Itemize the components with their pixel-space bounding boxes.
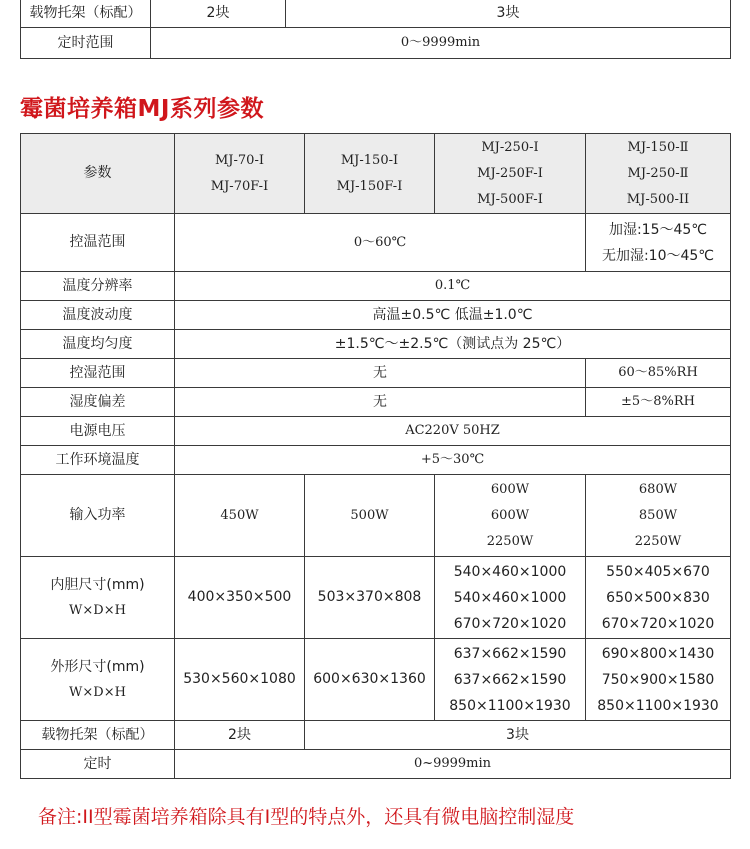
cell-line: 850×1100×1930 xyxy=(449,697,571,714)
row-label: 温度波动度 xyxy=(21,301,175,330)
cell-value xyxy=(435,475,586,557)
cell-value: 3块 xyxy=(305,721,731,750)
cell-value xyxy=(586,475,731,557)
table-row xyxy=(21,475,731,557)
model-name: MJ-150-Ⅰ xyxy=(340,152,399,168)
cell-value: 3块 xyxy=(286,0,731,28)
table-row xyxy=(21,446,731,475)
mj-spec-table xyxy=(20,133,731,779)
row-label: 温度分辨率 xyxy=(21,272,175,301)
table-row xyxy=(21,272,731,301)
row-label: 载物托架（标配） xyxy=(21,721,175,750)
cell-value: 500W xyxy=(305,475,435,557)
cell-value: +5～30℃ xyxy=(175,446,731,475)
cell-line: 750×900×1580 xyxy=(601,671,715,688)
row-label: 控温范围 xyxy=(21,214,175,272)
cell-value: 530×560×1080 xyxy=(175,639,305,721)
table-row xyxy=(21,359,731,388)
header-model-col-4 xyxy=(586,134,731,214)
cell-value: ±5～8%RH xyxy=(586,388,731,417)
row-label: 载物托架（标配） xyxy=(21,0,151,28)
row-sublabel: W×D×H xyxy=(69,684,126,700)
model-name: MJ-250F-Ⅰ xyxy=(477,165,543,181)
table-row xyxy=(21,557,731,639)
cell-value: 2块 xyxy=(151,0,286,28)
model-name: MJ-250-Ⅰ xyxy=(481,139,539,155)
model-name: MJ-150F-Ⅰ xyxy=(336,178,403,194)
cell-value: 600×630×1360 xyxy=(305,639,435,721)
cell-line: 无加湿:10～45℃ xyxy=(601,247,715,264)
cell-line: 680W xyxy=(638,481,678,497)
cell-value: 0～9999min xyxy=(151,28,731,59)
cell-line: 670×720×1020 xyxy=(453,615,567,632)
row-label: 温度均匀度 xyxy=(21,330,175,359)
table-row xyxy=(21,417,731,446)
cell-value: 60～85%RH xyxy=(586,359,731,388)
cell-value: 无 xyxy=(175,388,586,417)
cell-line: 637×662×1590 xyxy=(453,671,567,688)
cell-value: ±1.5℃～±2.5℃（测试点为 25℃） xyxy=(175,330,731,359)
cell-line: 600W xyxy=(490,481,530,497)
cell-value: 503×370×808 xyxy=(305,557,435,639)
row-label: 工作环境温度 xyxy=(21,446,175,475)
table-row xyxy=(21,388,731,417)
model-name: MJ-70F-Ⅰ xyxy=(210,178,269,194)
cell-value: 0~9999min xyxy=(175,750,731,779)
row-label: 定时 xyxy=(21,750,175,779)
cell-line: 加湿:15～45℃ xyxy=(608,221,708,238)
cell-line: 2250W xyxy=(486,533,534,549)
top-spec-table xyxy=(20,0,731,59)
cell-line: 650×500×830 xyxy=(606,589,710,606)
cell-line: 850W xyxy=(638,507,678,523)
row-label: 控湿范围 xyxy=(21,359,175,388)
header-model-col-3 xyxy=(435,134,586,214)
cell-value xyxy=(586,639,731,721)
cell-line: 2250W xyxy=(634,533,682,549)
cell-value xyxy=(586,557,731,639)
cell-line: 670×720×1020 xyxy=(601,615,715,632)
row-label-line: 内胆尺寸(mm) xyxy=(50,576,145,593)
model-name: MJ-70-Ⅰ xyxy=(215,152,264,168)
table-row xyxy=(21,28,731,59)
row-label: 定时范围 xyxy=(21,28,151,59)
table-row xyxy=(21,330,731,359)
row-label-line: 外形尺寸(mm) xyxy=(50,658,145,675)
cell-value: 0.1℃ xyxy=(175,272,731,301)
cell-value xyxy=(435,639,586,721)
cell-value: AC220V 50HZ xyxy=(175,417,731,446)
cell-value: 400×350×500 xyxy=(175,557,305,639)
model-name: MJ-500F-Ⅰ xyxy=(477,191,543,207)
cell-line: 540×460×1000 xyxy=(453,563,567,580)
cell-value: 450W xyxy=(175,475,305,557)
row-label xyxy=(21,557,175,639)
table-row xyxy=(21,0,731,28)
cell-line: 850×1100×1930 xyxy=(597,697,719,714)
table-row xyxy=(21,301,731,330)
cell-line: 690×800×1430 xyxy=(601,645,715,662)
table-row xyxy=(21,721,731,750)
cell-line: 550×405×670 xyxy=(606,563,710,580)
cell-value: 高温±0.5℃ 低温±1.0℃ xyxy=(175,301,731,330)
row-sublabel: W×D×H xyxy=(69,602,126,618)
footnote: 备注:II型霉菌培养箱除具有Ⅰ型的特点外，还具有微电脑控制湿度 xyxy=(38,806,575,828)
model-name: MJ-500-II xyxy=(626,191,690,207)
cell-value: 无 xyxy=(175,359,586,388)
cell-value: 2块 xyxy=(175,721,305,750)
cell-value: 0～60℃ xyxy=(175,214,586,272)
row-label xyxy=(21,639,175,721)
table-row xyxy=(21,639,731,721)
cell-line: 600W xyxy=(490,507,530,523)
cell-line: 540×460×1000 xyxy=(453,589,567,606)
cell-line: 637×662×1590 xyxy=(453,645,567,662)
row-label: 电源电压 xyxy=(21,417,175,446)
cell-value xyxy=(435,557,586,639)
cell-value xyxy=(586,214,731,272)
table-row xyxy=(21,750,731,779)
model-name: MJ-150-Ⅱ xyxy=(627,139,689,155)
model-name: MJ-250-Ⅱ xyxy=(627,165,689,181)
row-label: 输入功率 xyxy=(21,475,175,557)
header-model-col-1 xyxy=(175,134,305,214)
row-label: 湿度偏差 xyxy=(21,388,175,417)
table-row xyxy=(21,214,731,272)
header-model-col-2 xyxy=(305,134,435,214)
section-title: 霉菌培养箱MJ系列参数 xyxy=(20,96,264,122)
header-label: 参数 xyxy=(21,134,175,214)
header-row xyxy=(21,134,731,214)
